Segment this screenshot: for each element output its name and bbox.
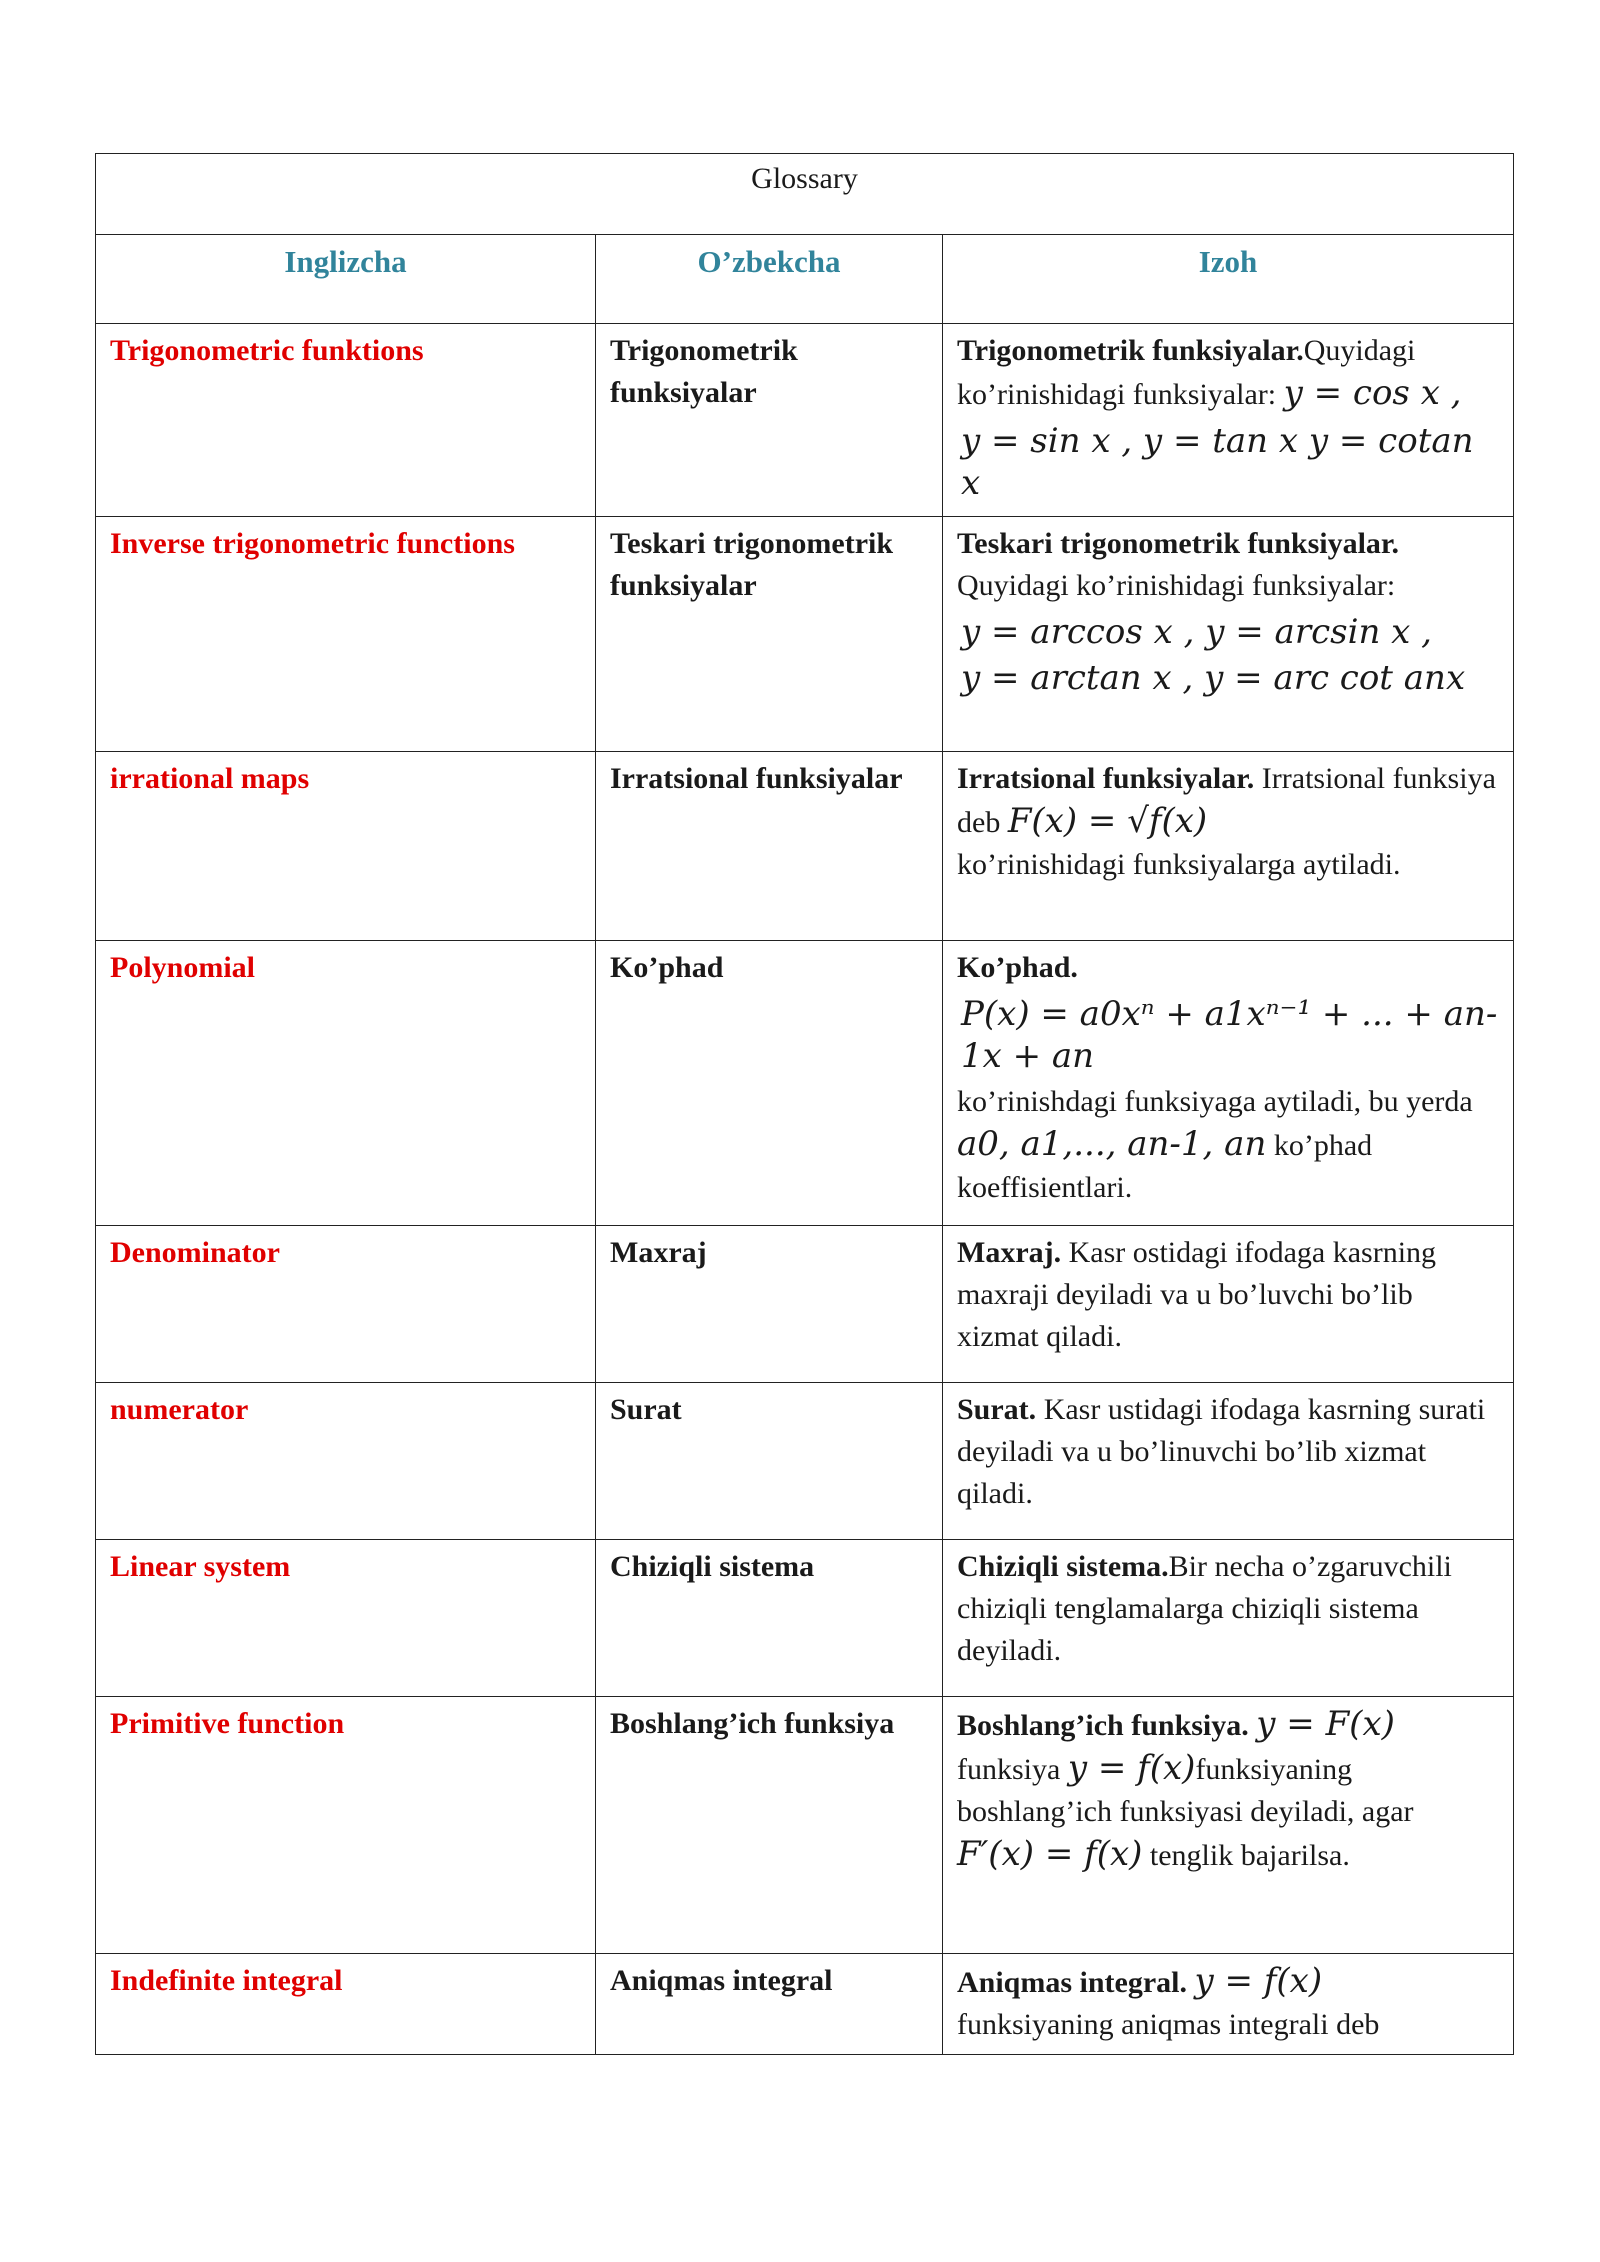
explanation-text: ko’phad koeffisientlari. [957,1129,1373,1204]
formula: y = sin x , y = tan x y = cotan x [961,421,1474,503]
explanation-text: Irratsional funksiya deb [957,762,1496,839]
explanation-text: funksiya [957,1753,1061,1786]
term-english: Inverse trigonometric functions [96,517,596,752]
term-explanation [943,1540,1514,1697]
table-row [96,1383,1514,1540]
glossary-title: Glossary [96,154,1514,235]
explanation-text: Kasr ustidagi ifodaga kasrning surati deyiladi va u bo’linuvchi bo’lib xizmat qiladi. [957,1393,1486,1510]
term-explanation [943,1697,1514,1954]
explanation-text: Kasr ostidagi ifodaga kasrning maxraji deyiladi va u bo’luvchi bo’lib xizmat qiladi. [957,1236,1437,1353]
formula: y = f(x) [1194,1961,1323,2001]
term-explanation [943,941,1514,1226]
term-uzbek: Ko’phad [596,941,943,1226]
term-uzbek: Trigonometrik funksiyalar [596,324,943,517]
formula: y = cos x , [1283,373,1462,413]
term-uzbek: Irratsional funksiyalar [596,752,943,941]
explanation-text: Bir necha o’zgaruvchili chiziqli tenglamalarga chiziqli sistema deyiladi. [957,1550,1452,1667]
explanation-text: ko’rinishdagi funksiyaga aytiladi, bu yerda [957,1085,1473,1118]
term-english: Primitive function [96,1697,596,1954]
table-row [96,1697,1514,1954]
explanation-text: tenglik bajarilsa. [1149,1839,1350,1872]
explanation-heading: Boshlang’ich funksiya. [957,1709,1249,1742]
column-header-ozbekcha: O’zbekcha [596,235,943,324]
term-uzbek: Chiziqli sistema [596,1540,943,1697]
term-english: Linear system [96,1540,596,1697]
table-row [96,1954,1514,2055]
term-uzbek: Teskari trigonometrik funksiyalar [596,517,943,752]
explanation-text: Quyidagi ko’rinishidagi funksiyalar: [957,569,1396,602]
term-uzbek: Boshlang’ich funksiya [596,1697,943,1954]
term-english: Polynomial [96,941,596,1226]
term-explanation [943,324,1514,517]
term-explanation [943,1383,1514,1540]
term-explanation [943,1226,1514,1383]
formula: P(x) = a0xⁿ + a1xⁿ⁻¹ + ... + an-1x + an [961,994,1498,1076]
explanation-heading: Teskari trigonometrik funksiyalar. [957,527,1399,560]
term-explanation [943,1954,1514,2055]
term-uzbek: Maxraj [596,1226,943,1383]
table-row [96,517,1514,752]
table-row [96,1540,1514,1697]
explanation-heading: Trigonometrik funksiyalar. [957,334,1304,367]
table-row [96,752,1514,941]
explanation-text: Quyidagi ko’rinishidagi funksiyalar: [957,334,1416,411]
explanation-text: funksiyaning boshlang’ich funksiyasi deyiladi, agar [957,1753,1414,1828]
explanation-heading: Maxraj. [957,1236,1062,1269]
table-row [96,324,1514,517]
explanation-text: funksiyaning aniqmas integrali deb [957,2008,1380,2041]
explanation-heading: Surat. [957,1393,1037,1426]
column-header-izoh: Izoh [943,235,1514,324]
glossary-title-row [96,154,1514,235]
explanation-heading: Ko’phad. [957,951,1078,984]
formula: y = f(x) [1067,1748,1196,1788]
formula: y = arctan x , y = arc cot anx [961,658,1466,698]
formula: y = arccos x , y = arcsin x , [961,612,1432,652]
formula: F(x) = √f(x) [1007,801,1208,841]
formula: a0, a1,..., an-1, an [957,1124,1267,1164]
term-english: numerator [96,1383,596,1540]
term-english: Trigonometric funktions [96,324,596,517]
glossary-table [95,153,1514,2055]
term-uzbek: Surat [596,1383,943,1540]
term-english: Denominator [96,1226,596,1383]
term-english: Indefinite integral [96,1954,596,2055]
table-row [96,1226,1514,1383]
term-uzbek: Aniqmas integral [596,1954,943,2055]
explanation-heading: Chiziqli sistema. [957,1550,1169,1583]
explanation-heading: Irratsional funksiyalar. [957,762,1255,795]
formula: y = F(x) [1256,1704,1395,1744]
table-row [96,941,1514,1226]
formula: F′(x) = f(x) [957,1834,1143,1874]
explanation-heading: Aniqmas integral. [957,1966,1188,1999]
term-explanation [943,752,1514,941]
term-english: irrational maps [96,752,596,941]
term-explanation [943,517,1514,752]
explanation-text: ko’rinishidagi funksiyalarga aytiladi. [957,848,1401,881]
column-header-inglizcha: Inglizcha [96,235,596,324]
table-header-row [96,235,1514,324]
